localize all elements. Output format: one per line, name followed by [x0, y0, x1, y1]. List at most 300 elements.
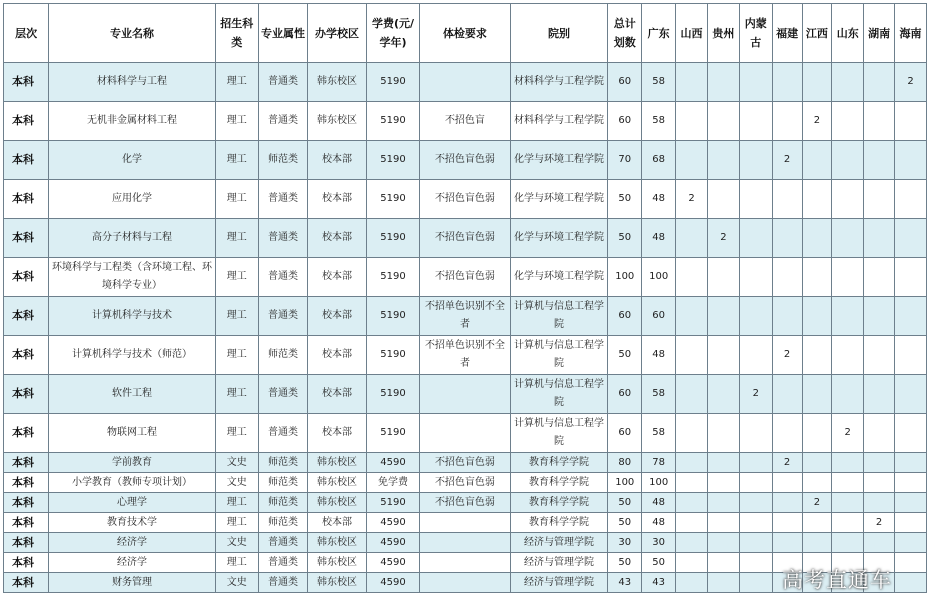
table-cell [676, 573, 708, 593]
table-cell: 理工 [215, 219, 258, 258]
table-cell: 教育科学学院 [510, 493, 608, 513]
table-cell [739, 414, 772, 453]
table-cell: 理工 [215, 258, 258, 297]
table-cell [832, 102, 864, 141]
table-cell [772, 414, 802, 453]
major-name-cell: 材料科学与工程 [49, 63, 216, 102]
table-cell: 化学与环境工程学院 [510, 258, 608, 297]
table-cell [895, 102, 927, 141]
table-row [4, 513, 927, 533]
table-row [4, 336, 927, 375]
table-cell: 普通类 [258, 375, 307, 414]
table-cell: 计算机与信息工程学院 [510, 336, 608, 375]
table-cell [895, 533, 927, 553]
table-cell [420, 414, 510, 453]
table-cell: 师范类 [258, 453, 307, 473]
level-cell: 本科 [4, 258, 49, 297]
major-name-cell: 经济学 [49, 533, 216, 553]
table-cell [739, 473, 772, 493]
table-cell: 文史 [215, 453, 258, 473]
level-cell: 本科 [4, 336, 49, 375]
table-cell: 5190 [366, 141, 419, 180]
table-cell: 2 [802, 102, 832, 141]
table-cell [676, 219, 708, 258]
table-cell [895, 513, 927, 533]
table-cell [802, 141, 832, 180]
header-cell: 贵州 [707, 4, 739, 63]
table-cell [895, 414, 927, 453]
table-cell [707, 63, 739, 102]
table-cell [676, 493, 708, 513]
table-cell: 2 [864, 513, 895, 533]
table-cell: 78 [642, 453, 676, 473]
major-name-cell: 计算机科学与技术（师范） [49, 336, 216, 375]
table-cell: 经济与管理学院 [510, 553, 608, 573]
table-cell [832, 180, 864, 219]
table-cell: 50 [608, 493, 642, 513]
table-cell [707, 553, 739, 573]
table-cell [739, 533, 772, 553]
table-cell: 5190 [366, 102, 419, 141]
table-cell [895, 473, 927, 493]
major-name-cell: 计算机科学与技术 [49, 297, 216, 336]
table-cell: 韩东校区 [308, 63, 367, 102]
table-cell: 化学与环境工程学院 [510, 219, 608, 258]
level-cell: 本科 [4, 375, 49, 414]
level-cell: 本科 [4, 180, 49, 219]
table-cell: 60 [642, 297, 676, 336]
header-cell: 办学校区 [308, 4, 367, 63]
table-cell [707, 258, 739, 297]
table-cell [864, 473, 895, 493]
table-cell [895, 141, 927, 180]
table-cell: 普通类 [258, 63, 307, 102]
header-cell: 招生科类 [215, 4, 258, 63]
table-cell: 化学与环境工程学院 [510, 141, 608, 180]
table-cell: 不招色盲色弱 [420, 473, 510, 493]
table-cell [772, 473, 802, 493]
table-cell [676, 533, 708, 553]
table-cell [707, 102, 739, 141]
table-cell [676, 375, 708, 414]
table-cell: 100 [608, 258, 642, 297]
table-cell: 文史 [215, 573, 258, 593]
header-row [4, 4, 927, 63]
table-cell [802, 63, 832, 102]
table-cell [864, 102, 895, 141]
table-cell: 58 [642, 102, 676, 141]
table-cell: 普通类 [258, 297, 307, 336]
level-cell: 本科 [4, 513, 49, 533]
table-cell: 2 [802, 493, 832, 513]
table-cell [420, 513, 510, 533]
table-cell: 5190 [366, 493, 419, 513]
table-cell: 理工 [215, 336, 258, 375]
table-cell [832, 258, 864, 297]
table-cell: 师范类 [258, 473, 307, 493]
table-cell [707, 573, 739, 593]
table-cell [676, 102, 708, 141]
table-cell [802, 297, 832, 336]
table-cell: 校本部 [308, 375, 367, 414]
table-cell: 校本部 [308, 180, 367, 219]
table-cell [707, 493, 739, 513]
table-row [4, 180, 927, 219]
table-cell [739, 573, 772, 593]
header-cell: 层次 [4, 4, 49, 63]
major-name-cell: 化学 [49, 141, 216, 180]
header-cell: 学费(元/学年) [366, 4, 419, 63]
table-cell [864, 375, 895, 414]
table-cell [895, 297, 927, 336]
table-cell [772, 219, 802, 258]
table-cell [420, 533, 510, 553]
table-cell: 普通类 [258, 533, 307, 553]
table-cell: 5190 [366, 258, 419, 297]
table-cell [707, 375, 739, 414]
table-cell [707, 297, 739, 336]
table-cell: 不招色盲 [420, 102, 510, 141]
table-cell [772, 297, 802, 336]
table-cell: 理工 [215, 141, 258, 180]
table-cell [420, 375, 510, 414]
table-cell [895, 258, 927, 297]
major-name-cell: 物联网工程 [49, 414, 216, 453]
major-name-cell: 应用化学 [49, 180, 216, 219]
table-cell [832, 493, 864, 513]
table-cell: 韩东校区 [308, 453, 367, 473]
table-cell: 30 [642, 533, 676, 553]
table-cell: 60 [608, 414, 642, 453]
table-cell [832, 453, 864, 473]
table-cell [802, 180, 832, 219]
table-cell: 理工 [215, 493, 258, 513]
table-cell [739, 180, 772, 219]
table-cell: 文史 [215, 473, 258, 493]
table-cell: 不招色盲色弱 [420, 258, 510, 297]
table-cell: 师范类 [258, 141, 307, 180]
table-cell: 2 [772, 336, 802, 375]
admissions-plan-table [3, 3, 927, 593]
table-cell: 材料科学与工程学院 [510, 102, 608, 141]
table-cell [676, 414, 708, 453]
table-cell [864, 297, 895, 336]
table-cell: 不招单色识别不全者 [420, 297, 510, 336]
table-cell: 60 [608, 63, 642, 102]
table-cell: 普通类 [258, 553, 307, 573]
table-cell [895, 553, 927, 573]
table-cell: 计算机与信息工程学院 [510, 297, 608, 336]
table-cell [864, 414, 895, 453]
table-row [4, 297, 927, 336]
table-cell [864, 219, 895, 258]
table-cell [802, 219, 832, 258]
level-cell: 本科 [4, 297, 49, 336]
table-cell: 50 [642, 553, 676, 573]
table-cell [739, 102, 772, 141]
table-cell: 韩东校区 [308, 533, 367, 553]
table-cell: 48 [642, 336, 676, 375]
table-cell [772, 258, 802, 297]
header-cell: 山西 [676, 4, 708, 63]
major-name-cell: 无机非金属材料工程 [49, 102, 216, 141]
table-cell: 校本部 [308, 141, 367, 180]
table-cell [864, 258, 895, 297]
table-cell: 不招色盲色弱 [420, 219, 510, 258]
table-cell: 材料科学与工程学院 [510, 63, 608, 102]
table-cell: 48 [642, 219, 676, 258]
table-cell [832, 297, 864, 336]
table-cell [864, 63, 895, 102]
table-cell [895, 336, 927, 375]
table-cell: 2 [739, 375, 772, 414]
table-cell: 普通类 [258, 180, 307, 219]
table-cell: 48 [642, 513, 676, 533]
table-cell: 60 [608, 297, 642, 336]
table-cell [420, 553, 510, 573]
table-cell [832, 219, 864, 258]
table-cell: 不招单色识别不全者 [420, 336, 510, 375]
table-cell: 4590 [366, 513, 419, 533]
header-cell: 海南 [895, 4, 927, 63]
major-name-cell: 财务管理 [49, 573, 216, 593]
major-name-cell: 环境科学与工程类（含环境工程、环境科学专业） [49, 258, 216, 297]
table-cell: 理工 [215, 102, 258, 141]
table-cell [676, 336, 708, 375]
table-cell: 理工 [215, 553, 258, 573]
table-cell: 不招色盲色弱 [420, 453, 510, 473]
major-name-cell: 心理学 [49, 493, 216, 513]
table-cell: 普通类 [258, 414, 307, 453]
table-cell: 理工 [215, 63, 258, 102]
level-cell: 本科 [4, 453, 49, 473]
table-cell [676, 453, 708, 473]
table-cell: 4590 [366, 573, 419, 593]
table-cell [739, 141, 772, 180]
table-row [4, 63, 927, 102]
table-cell: 30 [608, 533, 642, 553]
table-cell: 普通类 [258, 219, 307, 258]
table-cell [895, 375, 927, 414]
table-cell: 校本部 [308, 336, 367, 375]
table-row [4, 453, 927, 473]
level-cell: 本科 [4, 102, 49, 141]
table-row [4, 219, 927, 258]
table-cell [864, 180, 895, 219]
table-cell: 师范类 [258, 336, 307, 375]
table-cell [772, 102, 802, 141]
table-cell: 理工 [215, 375, 258, 414]
table-cell [802, 414, 832, 453]
table-row [4, 102, 927, 141]
table-cell: 韩东校区 [308, 102, 367, 141]
table-cell: 4590 [366, 453, 419, 473]
table-cell [772, 493, 802, 513]
table-cell: 校本部 [308, 297, 367, 336]
table-cell [707, 453, 739, 473]
table-cell: 计算机与信息工程学院 [510, 375, 608, 414]
table-cell: 80 [608, 453, 642, 473]
table-cell [707, 336, 739, 375]
table-cell: 58 [642, 414, 676, 453]
table-cell [895, 573, 927, 593]
table-cell [802, 513, 832, 533]
table-cell [676, 297, 708, 336]
table-cell: 校本部 [308, 219, 367, 258]
header-cell: 专业属性 [258, 4, 307, 63]
table-cell: 理工 [215, 297, 258, 336]
table-cell: 5190 [366, 414, 419, 453]
table-cell: 校本部 [308, 414, 367, 453]
major-name-cell: 软件工程 [49, 375, 216, 414]
table-cell: 理工 [215, 513, 258, 533]
table-cell: 50 [608, 180, 642, 219]
table-cell [739, 219, 772, 258]
table-cell [420, 63, 510, 102]
major-name-cell: 高分子材料与工程 [49, 219, 216, 258]
table-cell: 不招色盲色弱 [420, 493, 510, 513]
table-cell: 4590 [366, 553, 419, 573]
header-cell: 内蒙古 [739, 4, 772, 63]
table-cell: 理工 [215, 414, 258, 453]
table-cell: 普通类 [258, 258, 307, 297]
table-cell [802, 375, 832, 414]
header-cell: 体检要求 [420, 4, 510, 63]
major-name-cell: 小学教育（教师专项计划） [49, 473, 216, 493]
table-cell [676, 63, 708, 102]
table-cell [772, 375, 802, 414]
level-cell: 本科 [4, 219, 49, 258]
table-cell: 2 [832, 414, 864, 453]
table-cell [772, 533, 802, 553]
table-cell: 5190 [366, 63, 419, 102]
table-cell: 校本部 [308, 258, 367, 297]
header-cell: 江西 [802, 4, 832, 63]
level-cell: 本科 [4, 473, 49, 493]
table-cell: 5190 [366, 180, 419, 219]
level-cell: 本科 [4, 533, 49, 553]
level-cell: 本科 [4, 553, 49, 573]
table-cell: 普通类 [258, 102, 307, 141]
table-cell [895, 219, 927, 258]
table-cell [802, 533, 832, 553]
table-cell: 60 [608, 375, 642, 414]
table-cell [895, 493, 927, 513]
table-cell: 2 [772, 453, 802, 473]
table-cell: 48 [642, 180, 676, 219]
table-cell [832, 473, 864, 493]
table-cell [772, 63, 802, 102]
level-cell: 本科 [4, 493, 49, 513]
table-cell [676, 141, 708, 180]
table-cell: 50 [608, 336, 642, 375]
table-cell: 68 [642, 141, 676, 180]
table-cell: 70 [608, 141, 642, 180]
header-cell: 山东 [832, 4, 864, 63]
table-cell [707, 180, 739, 219]
table-cell [676, 513, 708, 533]
table-cell [707, 414, 739, 453]
table-cell: 43 [608, 573, 642, 593]
table-row [4, 414, 927, 453]
table-cell: 普通类 [258, 573, 307, 593]
table-cell: 师范类 [258, 493, 307, 513]
major-name-cell: 经济学 [49, 553, 216, 573]
table-cell: 4590 [366, 533, 419, 553]
table-cell [802, 258, 832, 297]
table-cell: 不招色盲色弱 [420, 141, 510, 180]
table-cell: 2 [707, 219, 739, 258]
table-cell: 60 [608, 102, 642, 141]
table-cell: 计算机与信息工程学院 [510, 414, 608, 453]
table-cell: 师范类 [258, 513, 307, 533]
table-cell: 免学费 [366, 473, 419, 493]
table-cell: 韩东校区 [308, 493, 367, 513]
table-cell [802, 473, 832, 493]
level-cell: 本科 [4, 414, 49, 453]
table-cell: 经济与管理学院 [510, 533, 608, 553]
table-cell: 5190 [366, 297, 419, 336]
table-cell: 化学与环境工程学院 [510, 180, 608, 219]
table-row [4, 473, 927, 493]
table-cell [739, 336, 772, 375]
table-cell [739, 258, 772, 297]
level-cell: 本科 [4, 63, 49, 102]
header-cell: 院别 [510, 4, 608, 63]
header-cell: 专业名称 [49, 4, 216, 63]
table-row [4, 141, 927, 180]
table-cell [864, 533, 895, 553]
table-cell [864, 453, 895, 473]
table-cell: 48 [642, 493, 676, 513]
table-cell [707, 473, 739, 493]
table-cell: 校本部 [308, 513, 367, 533]
table-row [4, 493, 927, 513]
header-cell: 广东 [642, 4, 676, 63]
table-row [4, 258, 927, 297]
table-cell [739, 513, 772, 533]
table-cell: 2 [895, 63, 927, 102]
table-cell [832, 63, 864, 102]
table-body [4, 63, 927, 593]
table-cell [707, 141, 739, 180]
table-cell: 43 [642, 573, 676, 593]
table-cell [895, 180, 927, 219]
table-cell [864, 141, 895, 180]
table-cell: 韩东校区 [308, 573, 367, 593]
table-cell: 50 [608, 553, 642, 573]
table-cell [802, 336, 832, 375]
table-cell: 5190 [366, 375, 419, 414]
table-cell [832, 141, 864, 180]
table-cell [739, 63, 772, 102]
table-cell: 5190 [366, 219, 419, 258]
table-row [4, 533, 927, 553]
table-cell [802, 453, 832, 473]
table-cell [772, 513, 802, 533]
table-cell: 教育科学学院 [510, 473, 608, 493]
table-cell: 2 [676, 180, 708, 219]
table-cell: 韩东校区 [308, 473, 367, 493]
table-row [4, 375, 927, 414]
table-cell: 50 [608, 513, 642, 533]
table-cell [832, 336, 864, 375]
level-cell: 本科 [4, 573, 49, 593]
table-cell: 58 [642, 375, 676, 414]
table-cell [832, 533, 864, 553]
table-cell [676, 473, 708, 493]
table-cell [420, 573, 510, 593]
